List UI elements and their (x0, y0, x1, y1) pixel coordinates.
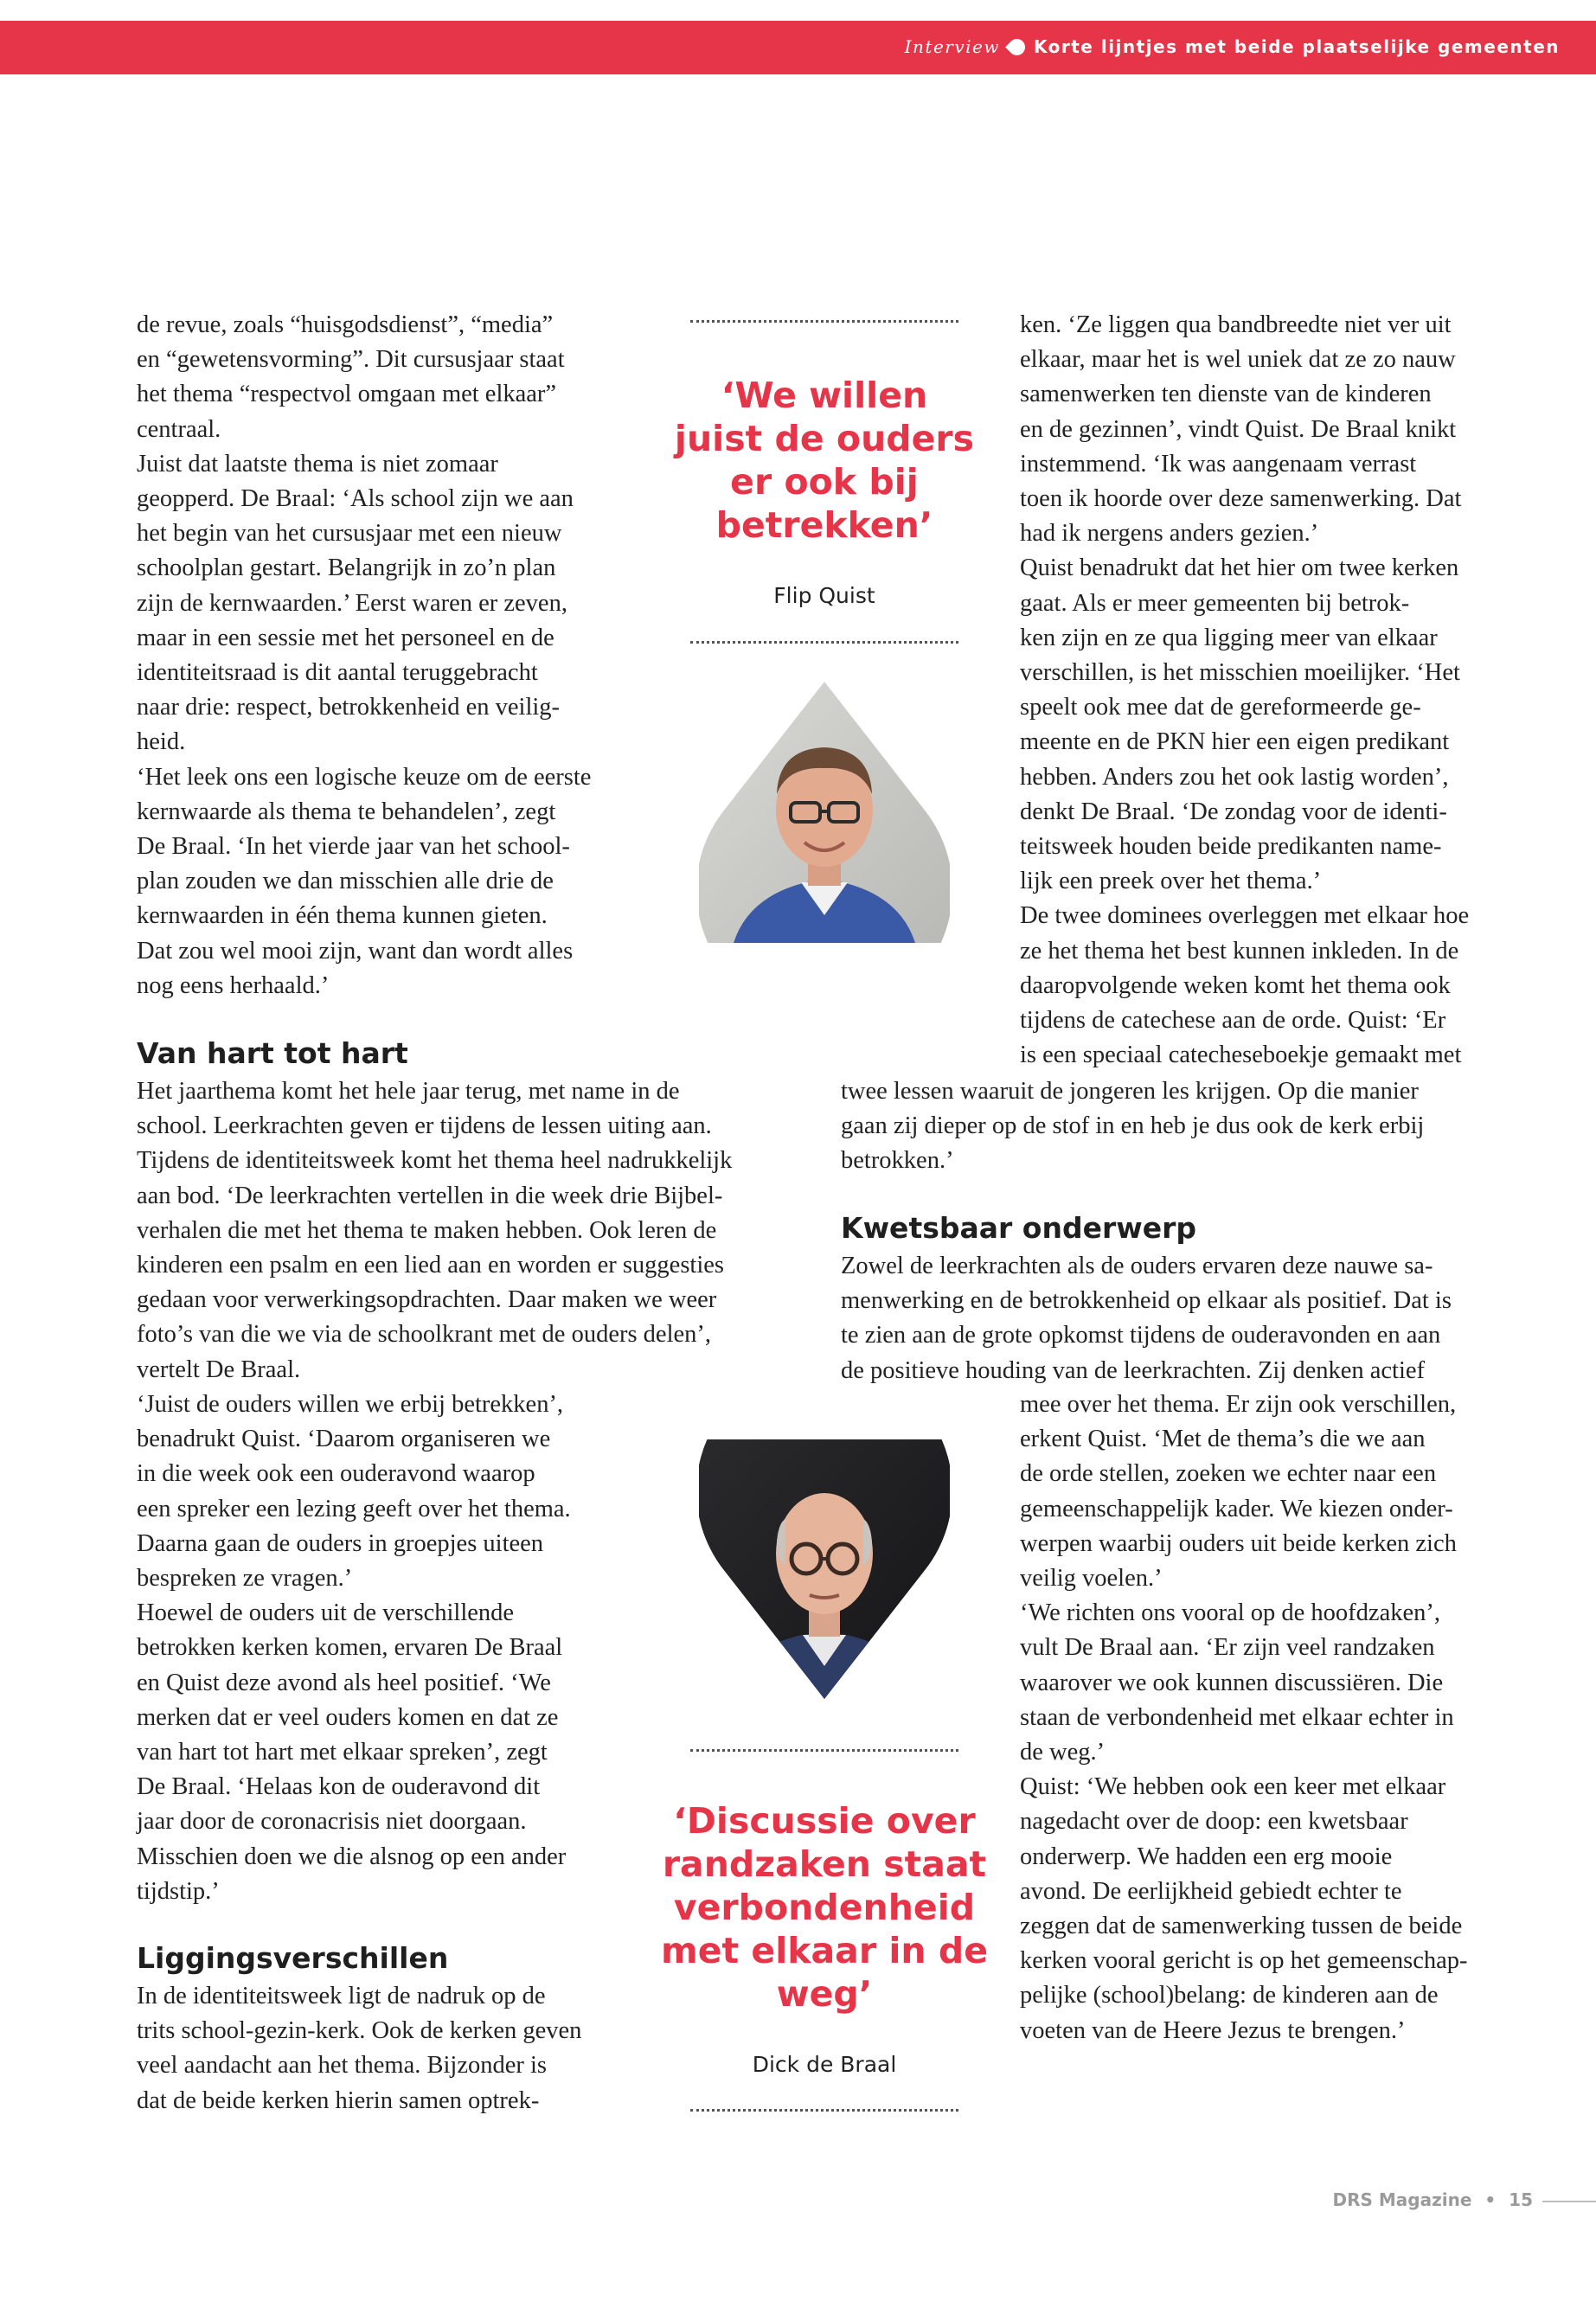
text-line: Dat zou wel mooi zijn, want dan wordt alles (137, 937, 574, 965)
text-line: speelt ook mee dat de gereformeerde ge- (1020, 694, 1421, 721)
text-line: tijdens de catechese aan de orde. Quist: ‘Er (1020, 1007, 1446, 1035)
pull-quote-line: verbondenheid (673, 1887, 976, 1928)
text-line: jaar door de coronacrisis niet doorgaan. (137, 1808, 527, 1836)
text-line: daaropvolgende weken komt het thema ook (1020, 971, 1451, 999)
header-title: Korte lijntjes met beide plaatselijke gemeenten (1034, 36, 1560, 57)
page-footer (1333, 2189, 1533, 2210)
portrait-photo-dick-de-braal (699, 1439, 950, 1699)
magazine-name: DRS Magazine (1332, 2189, 1472, 2210)
text-line: trits school-gezin-kerk. Ook de kerken geven (137, 2017, 582, 2045)
text-line: is een speciaal catecheseboekje gemaakt met (1020, 1042, 1462, 1069)
column1-bottom-text (137, 1388, 571, 1909)
text-line: heid. (137, 728, 186, 756)
text-line: bespreken ze vragen.’ (137, 1565, 353, 1593)
text-line: en de gezinnen’, vindt Quist. De Braal knikt (1020, 415, 1457, 443)
text-line: denkt De Braal. ‘De zondag voor de identi- (1020, 798, 1447, 825)
pull-quote-line: er ook bij (730, 461, 919, 503)
text-line: gedaan voor verwerkingsopdrachten. Daar maken we weer (137, 1286, 717, 1314)
pull-quote-2-author: Dick de Braal (752, 2052, 897, 2077)
leaf-icon (1005, 35, 1029, 59)
footer-rule (1542, 2201, 1596, 2202)
text-line: mee over het thema. Er zijn ook verschillen, (1020, 1391, 1457, 1418)
text-line: pelijke (school)belang: de kinderen aan de (1020, 1982, 1439, 2009)
pull-quote-1 (657, 374, 991, 547)
text-line: zeggen dat de samenwerking tussen de beide (1020, 1913, 1463, 1940)
text-line: zijn de kernwaarden.’ Eerst waren er zeven, (137, 589, 567, 617)
text-line: had ik nergens anders gezien.’ (1020, 520, 1319, 548)
text-line: ken zijn en ze qua ligging meer van elkaar (1020, 624, 1438, 651)
pull-quote-line: juist de ouders (674, 418, 975, 459)
text-line: waarover we ook kunnen discussiëren. Die (1020, 1669, 1444, 1696)
wide-left-text (137, 1074, 732, 1388)
column3-top-text (1020, 308, 1469, 1073)
text-line: betrokken.’ (841, 1147, 954, 1175)
text-line: de revue, zoals “huisgodsdienst”, “media” (137, 311, 554, 338)
dotted-divider (690, 1749, 958, 1752)
text-line: verhalen die met het thema te maken hebben. Ook leren de (137, 1216, 717, 1244)
text-line: kinderen een psalm en een lied aan en worden er suggesties (137, 1252, 724, 1279)
text-line: de orde stellen, zoeken we echter naar een (1020, 1460, 1437, 1488)
text-line: teitsweek houden beide predikanten name- (1020, 833, 1442, 861)
text-line: Hoewel de ouders uit de verschillende (137, 1599, 515, 1627)
pull-quote-line: ‘Discussie over (673, 1800, 976, 1842)
dotted-divider (690, 2109, 958, 2112)
pull-quote-line: met elkaar in de (660, 1930, 989, 1971)
text-line: Juist dat laatste thema is niet zomaar (137, 450, 498, 478)
text-line: Tijdens de identiteitsweek komt het thema heel nadrukkelijk (137, 1147, 733, 1175)
text-line: school. Leerkrachten geven er tijdens de lessen uiting aan. (137, 1112, 712, 1140)
header-text (905, 36, 1560, 57)
text-line: kernwaarde als thema te behandelen’, zegt (137, 798, 556, 825)
text-line: van hart tot hart met elkaar spreken’, zegt (137, 1739, 548, 1766)
text-line: kernwaarden in één thema kunnen gieten. (137, 902, 548, 930)
dotted-divider (690, 320, 958, 323)
text-line: De Braal. ‘In het vierde jaar van het school- (137, 833, 570, 861)
text-line: toen ik hoorde over deze samenwerking. Dat (1020, 485, 1462, 513)
pull-quote-line: betrekken’ (715, 504, 933, 546)
text-line: veel aandacht aan het thema. Bijzonder is (137, 2052, 548, 2080)
text-line: en “gewetensvorming”. Dit cursusjaar staat (137, 346, 565, 374)
text-line: foto’s van die we via de schoolkrant met de ouders delen’, (137, 1321, 712, 1349)
section-heading-liggingsverschillen: Liggingsverschillen (137, 1941, 449, 1975)
pull-quote-2 (651, 1799, 998, 2016)
text-line: ‘We richten ons vooral op de hoofdzaken’, (1020, 1599, 1440, 1627)
text-line: ‘Het leek ons een logische keuze om de eerste (137, 763, 592, 791)
text-line: hebben. Anders zou het ook lastig worden’, (1020, 763, 1449, 791)
text-line: samenwerken ten dienste van de kinderen (1020, 381, 1432, 408)
text-line: Quist: ‘We hebben ook een keer met elkaar (1020, 1773, 1446, 1801)
column1-top-text (137, 308, 591, 1003)
text-line: centraal. (137, 415, 221, 443)
text-line: naar drie: respect, betrokkenheid en veilig- (137, 694, 561, 721)
text-line: ze het thema het best kunnen inkleden. In de (1020, 937, 1459, 965)
text-line: dat de beide kerken hierin samen optrek- (137, 2086, 540, 2114)
header-section: Interview (904, 36, 1000, 57)
text-line: merken dat er veel ouders komen en dat ze (137, 1703, 559, 1731)
text-line: In de identiteitsweek ligt de nadruk op de (137, 1983, 546, 2009)
text-line: gaat. Als er meer gemeenten bij betrok- (1020, 589, 1410, 617)
text-line: erkent Quist. ‘Met de thema’s die we aan (1020, 1426, 1426, 1453)
text-line: nog eens herhaald.’ (137, 971, 330, 999)
wide-right-bottom-text (841, 1249, 1452, 1388)
section-heading-kwetsbaar: Kwetsbaar onderwerp (841, 1211, 1196, 1245)
pull-quote-line: randzaken staat (662, 1843, 987, 1885)
text-line: geopperd. De Braal: ‘Als school zijn we aan (137, 485, 574, 513)
text-line: elkaar, maar het is wel uniek dat ze zo nauw (1020, 346, 1456, 374)
text-line: ken. ‘Ze liggen qua bandbreedte niet ver uit (1020, 311, 1452, 338)
pull-quote-1-author: Flip Quist (773, 583, 875, 608)
text-line: betrokken kerken komen, ervaren De Braal (137, 1634, 563, 1662)
footer-separator: • (1484, 2189, 1497, 2210)
text-line: De twee dominees overleggen met elkaar hoe (1020, 902, 1470, 930)
text-line: de weg.’ (1020, 1739, 1106, 1766)
text-line: verschillen, is het misschien moeilijker. ‘Het (1020, 659, 1460, 687)
page-number: 15 (1509, 2189, 1533, 2210)
text-line: het begin van het cursusjaar met een nieuw (137, 520, 562, 548)
text-line: tijdstip.’ (137, 1877, 220, 1905)
text-line: veilig voelen.’ (1020, 1565, 1163, 1593)
text-line: staan de verbondenheid met elkaar echter in (1020, 1703, 1454, 1731)
text-line: de positieve houding van de leerkrachten. Zij denken actief (841, 1356, 1426, 1384)
text-line: voeten van de Heere Jezus te brengen.’ (1020, 2016, 1406, 2044)
text-line: menwerking en de betrokkenheid op elkaar als positief. Dat is (841, 1287, 1452, 1315)
text-line: twee lessen waaruit de jongeren les krijgen. Op die manier (841, 1078, 1419, 1105)
text-line: aan bod. ‘De leerkrachten vertellen in die week drie Bijbel- (137, 1182, 723, 1209)
text-line: in die week ook een ouderavond waarop (137, 1460, 535, 1488)
portrait-photo-flip-quist (699, 682, 950, 943)
text-line: meente en de PKN hier een eigen predikant (1020, 728, 1450, 756)
text-line: te zien aan de grote opkomst tijdens de ouderavonden en aan (841, 1322, 1441, 1349)
text-line: Misschien doen we die alsnog op een ander (137, 1843, 567, 1870)
text-line: lijk een preek over het thema.’ (1020, 868, 1322, 895)
text-line: Zowel de leerkrachten als de ouders ervaren deze nauwe sa- (841, 1253, 1433, 1279)
text-line: Het jaarthema komt het hele jaar terug, met name in de (137, 1078, 680, 1105)
text-line: maar in een sessie met het personeel en de (137, 624, 554, 651)
text-line: nagedacht over de doop: een kwetsbaar (1020, 1808, 1408, 1836)
text-line: plan zouden we dan misschien alle drie de (137, 868, 554, 895)
text-line: gaan zij dieper op de stof in en heb je dus ook de kerk erbij (841, 1112, 1425, 1140)
text-line: Daarna gaan de ouders in groepjes uiteen (137, 1529, 544, 1557)
text-line: en Quist deze avond als heel positief. ‘We (137, 1669, 551, 1696)
section-heading-van-hart: Van hart tot hart (137, 1036, 408, 1070)
header-bar (0, 21, 1596, 74)
wide-right-top-text (841, 1074, 1424, 1179)
text-line: schoolplan gestart. Belangrijk in zo’n plan (137, 554, 556, 582)
text-line: identiteitsraad is dit aantal teruggebracht (137, 659, 538, 687)
column1-end-text (137, 1979, 581, 2118)
text-line: het thema “respectvol omgaan met elkaar” (137, 381, 557, 408)
text-line: gemeenschappelijk kader. We kiezen onder- (1020, 1495, 1453, 1522)
text-line: De Braal. ‘Helaas kon de ouderavond dit (137, 1773, 541, 1801)
column3-bottom-text (1020, 1388, 1468, 2048)
text-line: onderwerp. We hadden een erg mooie (1020, 1843, 1393, 1870)
text-line: avond. De eerlijkheid gebiedt echter te (1020, 1877, 1402, 1905)
text-line: benadrukt Quist. ‘Daarom organiseren we (137, 1426, 551, 1453)
text-line: vult De Braal aan. ‘Er zijn veel randzaken (1020, 1634, 1435, 1662)
text-line: ‘Juist de ouders willen we erbij betrekken’, (137, 1391, 564, 1418)
text-line: werpen waarbij ouders uit beide kerken zich (1020, 1529, 1457, 1557)
pull-quote-line: ‘We willen (721, 375, 928, 416)
text-line: een spreker een lezing geeft over het thema. (137, 1495, 571, 1522)
text-line: kerken vooral gericht is op het gemeenschap- (1020, 1947, 1468, 1975)
text-line: Quist benadrukt dat het hier om twee kerken (1020, 554, 1459, 582)
text-line: vertelt De Braal. (137, 1356, 301, 1383)
dotted-divider (690, 641, 958, 644)
pull-quote-line: weg’ (776, 1973, 873, 2015)
text-line: instemmend. ‘Ik was aangenaam verrast (1020, 450, 1417, 478)
